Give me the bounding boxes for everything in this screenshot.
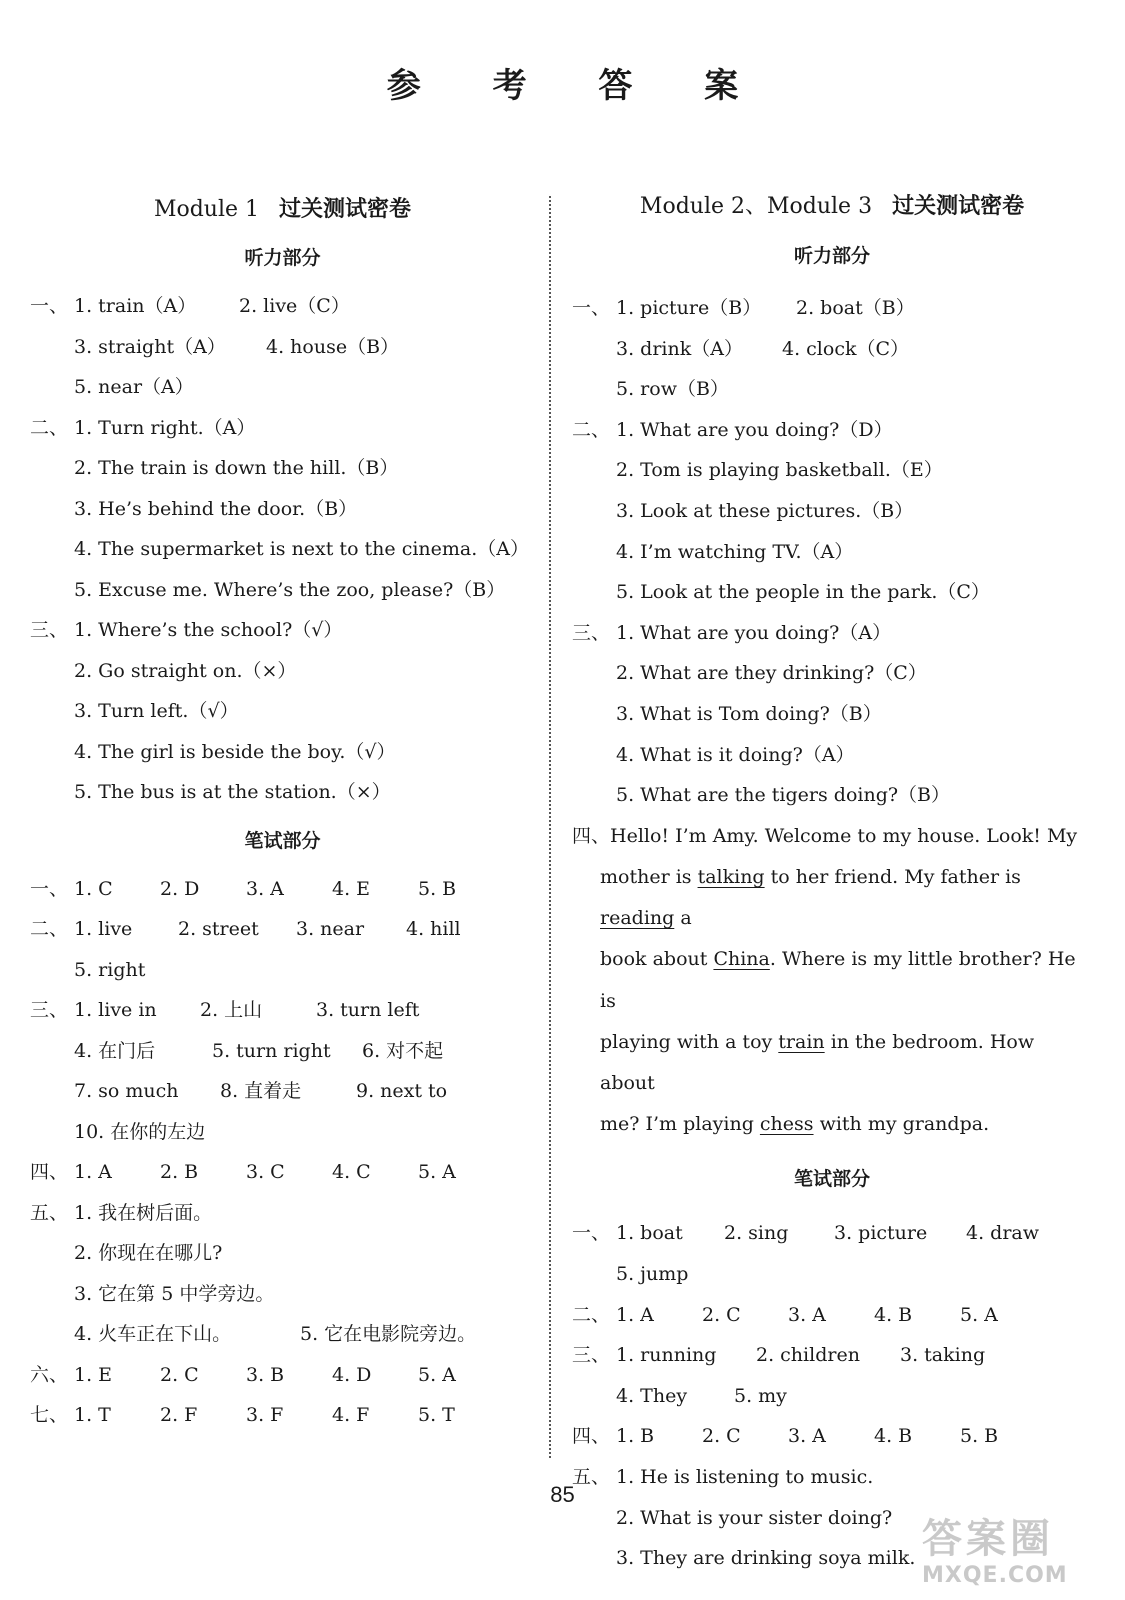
underlined-answer: train [778, 1030, 825, 1053]
answer-row: 3. Turn left.（√） [74, 700, 239, 722]
page-number: 85 [550, 1482, 575, 1507]
answer-row: 三、 1. live in 2. 上山 3. turn left [30, 999, 420, 1021]
answer-row: 一、 1. train（A） 2. live（C） [30, 295, 350, 317]
writing-section-title: 笔试部分 [793, 1168, 870, 1191]
cloze-paragraph: 四、Hello! I’m Amy. Welcome to my house. Look! My mother is talking to her friend. My father is reading a book about China. Where is my little brother? He is playing with a toy train in the bedroom. How about me? I’m playing chess with my grandpa. [572, 824, 1078, 1136]
answer-row: 5. right [74, 958, 146, 981]
answer-row: 4. The supermarket is next to the cinema.（A） [74, 538, 530, 560]
answer-row: 四、 1. A 2. B 3. C 4. C 5. A [30, 1161, 456, 1183]
answer-row: 2. The train is down the hill.（B） [74, 457, 399, 479]
answer-row: 五、 1. He is listening to music. [572, 1465, 874, 1488]
answer-row: 3. He’s behind the door.（B） [74, 497, 358, 520]
answer-row: 3. 它在第 5 中学旁边。 [74, 1282, 275, 1305]
listening-section-title: 听力部分 [244, 247, 321, 269]
answer-row: 一、 1. boat 2. sing 3. picture 4. draw [572, 1222, 1040, 1245]
answer-row: 二、 1. Turn right.（A） [30, 416, 256, 439]
answer-row: 2. What is your sister doing? [616, 1506, 893, 1529]
answer-row: 3. Look at these pictures.（B） [616, 499, 914, 522]
answer-row: 3. straight（A） 4. house（B） [74, 335, 400, 358]
answer-row: 3. What is Tom doing?（B） [616, 702, 882, 725]
page-title: 参 考 答 案 [386, 66, 769, 106]
answer-row: 一、 1. picture（B） 2. boat（B） [572, 297, 915, 319]
listening-section-title: 听力部分 [793, 245, 870, 267]
writing-section-title: 笔试部分 [244, 829, 321, 852]
answer-row: 4. They 5. my [616, 1384, 787, 1407]
answer-row: 2. 你现在在哪儿? [74, 1242, 223, 1264]
answer-row: 二、 1. live 2. street 3. near 4. hill [30, 918, 461, 940]
answer-row: 二、 1. A 2. C 3. A 4. B 5. A [572, 1303, 998, 1326]
module-2-3-heading: Module 2、Module 3 过关测试密卷 [639, 194, 1025, 219]
underlined-answer: reading [600, 907, 675, 930]
answer-row: 4. What is it doing?（A） [616, 743, 855, 766]
answer-row: 三、 1. running 2. children 3. taking [572, 1344, 986, 1367]
answer-row: 三、 1. Where’s the school?（√） [30, 619, 343, 641]
answer-row: 5. jump [616, 1262, 689, 1285]
answer-row: 六、 1. E 2. C 3. B 4. D 5. A [30, 1363, 456, 1386]
column-divider [549, 196, 551, 1458]
answer-row: 2. Tom is playing basketball.（E） [616, 459, 943, 482]
answer-row: 4. 火车正在下山。 5. 它在电影院旁边。 [74, 1323, 477, 1345]
underlined-answer: China [713, 948, 770, 971]
answer-row: 5. near（A） [74, 376, 194, 398]
answer-row: 四、 1. B 2. C 3. A 4. B 5. B [572, 1425, 999, 1448]
underlined-answer: talking [697, 865, 765, 888]
answer-row: 4. 在门后 5. turn right 6. 对不起 [74, 1039, 444, 1062]
answer-row: 2. What are they drinking?（C） [616, 662, 927, 685]
underlined-answer: chess [759, 1113, 814, 1136]
module-1-heading: Module 1 过关测试密卷 [153, 197, 412, 222]
left-column [30, 190, 535, 1436]
answer-row: 10. 在你的左边 [74, 1120, 206, 1143]
watermark-logo: 答案圈 MXQE.COM [922, 1516, 1068, 1588]
answer-row: 7. so much 8. 直着走 9. next to [74, 1080, 448, 1102]
answer-row: 3. drink（A） 4. clock（C） [616, 337, 910, 360]
answer-row: 五、 1. 我在树后面。 [30, 1201, 213, 1224]
answer-row: 5. The bus is at the station.（×） [74, 781, 391, 803]
right-column [572, 190, 1092, 1579]
answer-row: 5. Look at the people in the park.（C） [616, 581, 990, 604]
answer-row: 一、 1. C 2. D 3. A 4. E 5. B [30, 877, 457, 900]
answer-row: 三、 1. What are you doing?（A） [572, 621, 892, 644]
answer-row: 5. row（B） [616, 378, 729, 401]
answer-row: 4. The girl is beside the boy.（√） [74, 740, 396, 763]
answer-row: 4. I’m watching TV.（A） [616, 540, 854, 563]
answer-row: 七、 1. T 2. F 3. F 4. F 5. T [30, 1404, 455, 1426]
answer-row: 5. What are the tigers doing?（B） [616, 784, 951, 807]
answer-row: 二、 1. What are you doing?（D） [572, 418, 893, 441]
answer-row: 5. Excuse me. Where’s the zoo, please?（B） [74, 578, 506, 601]
answer-row: 2. Go straight on.（×） [74, 659, 297, 682]
answer-row: 3. They are drinking soya milk. [616, 1547, 916, 1570]
